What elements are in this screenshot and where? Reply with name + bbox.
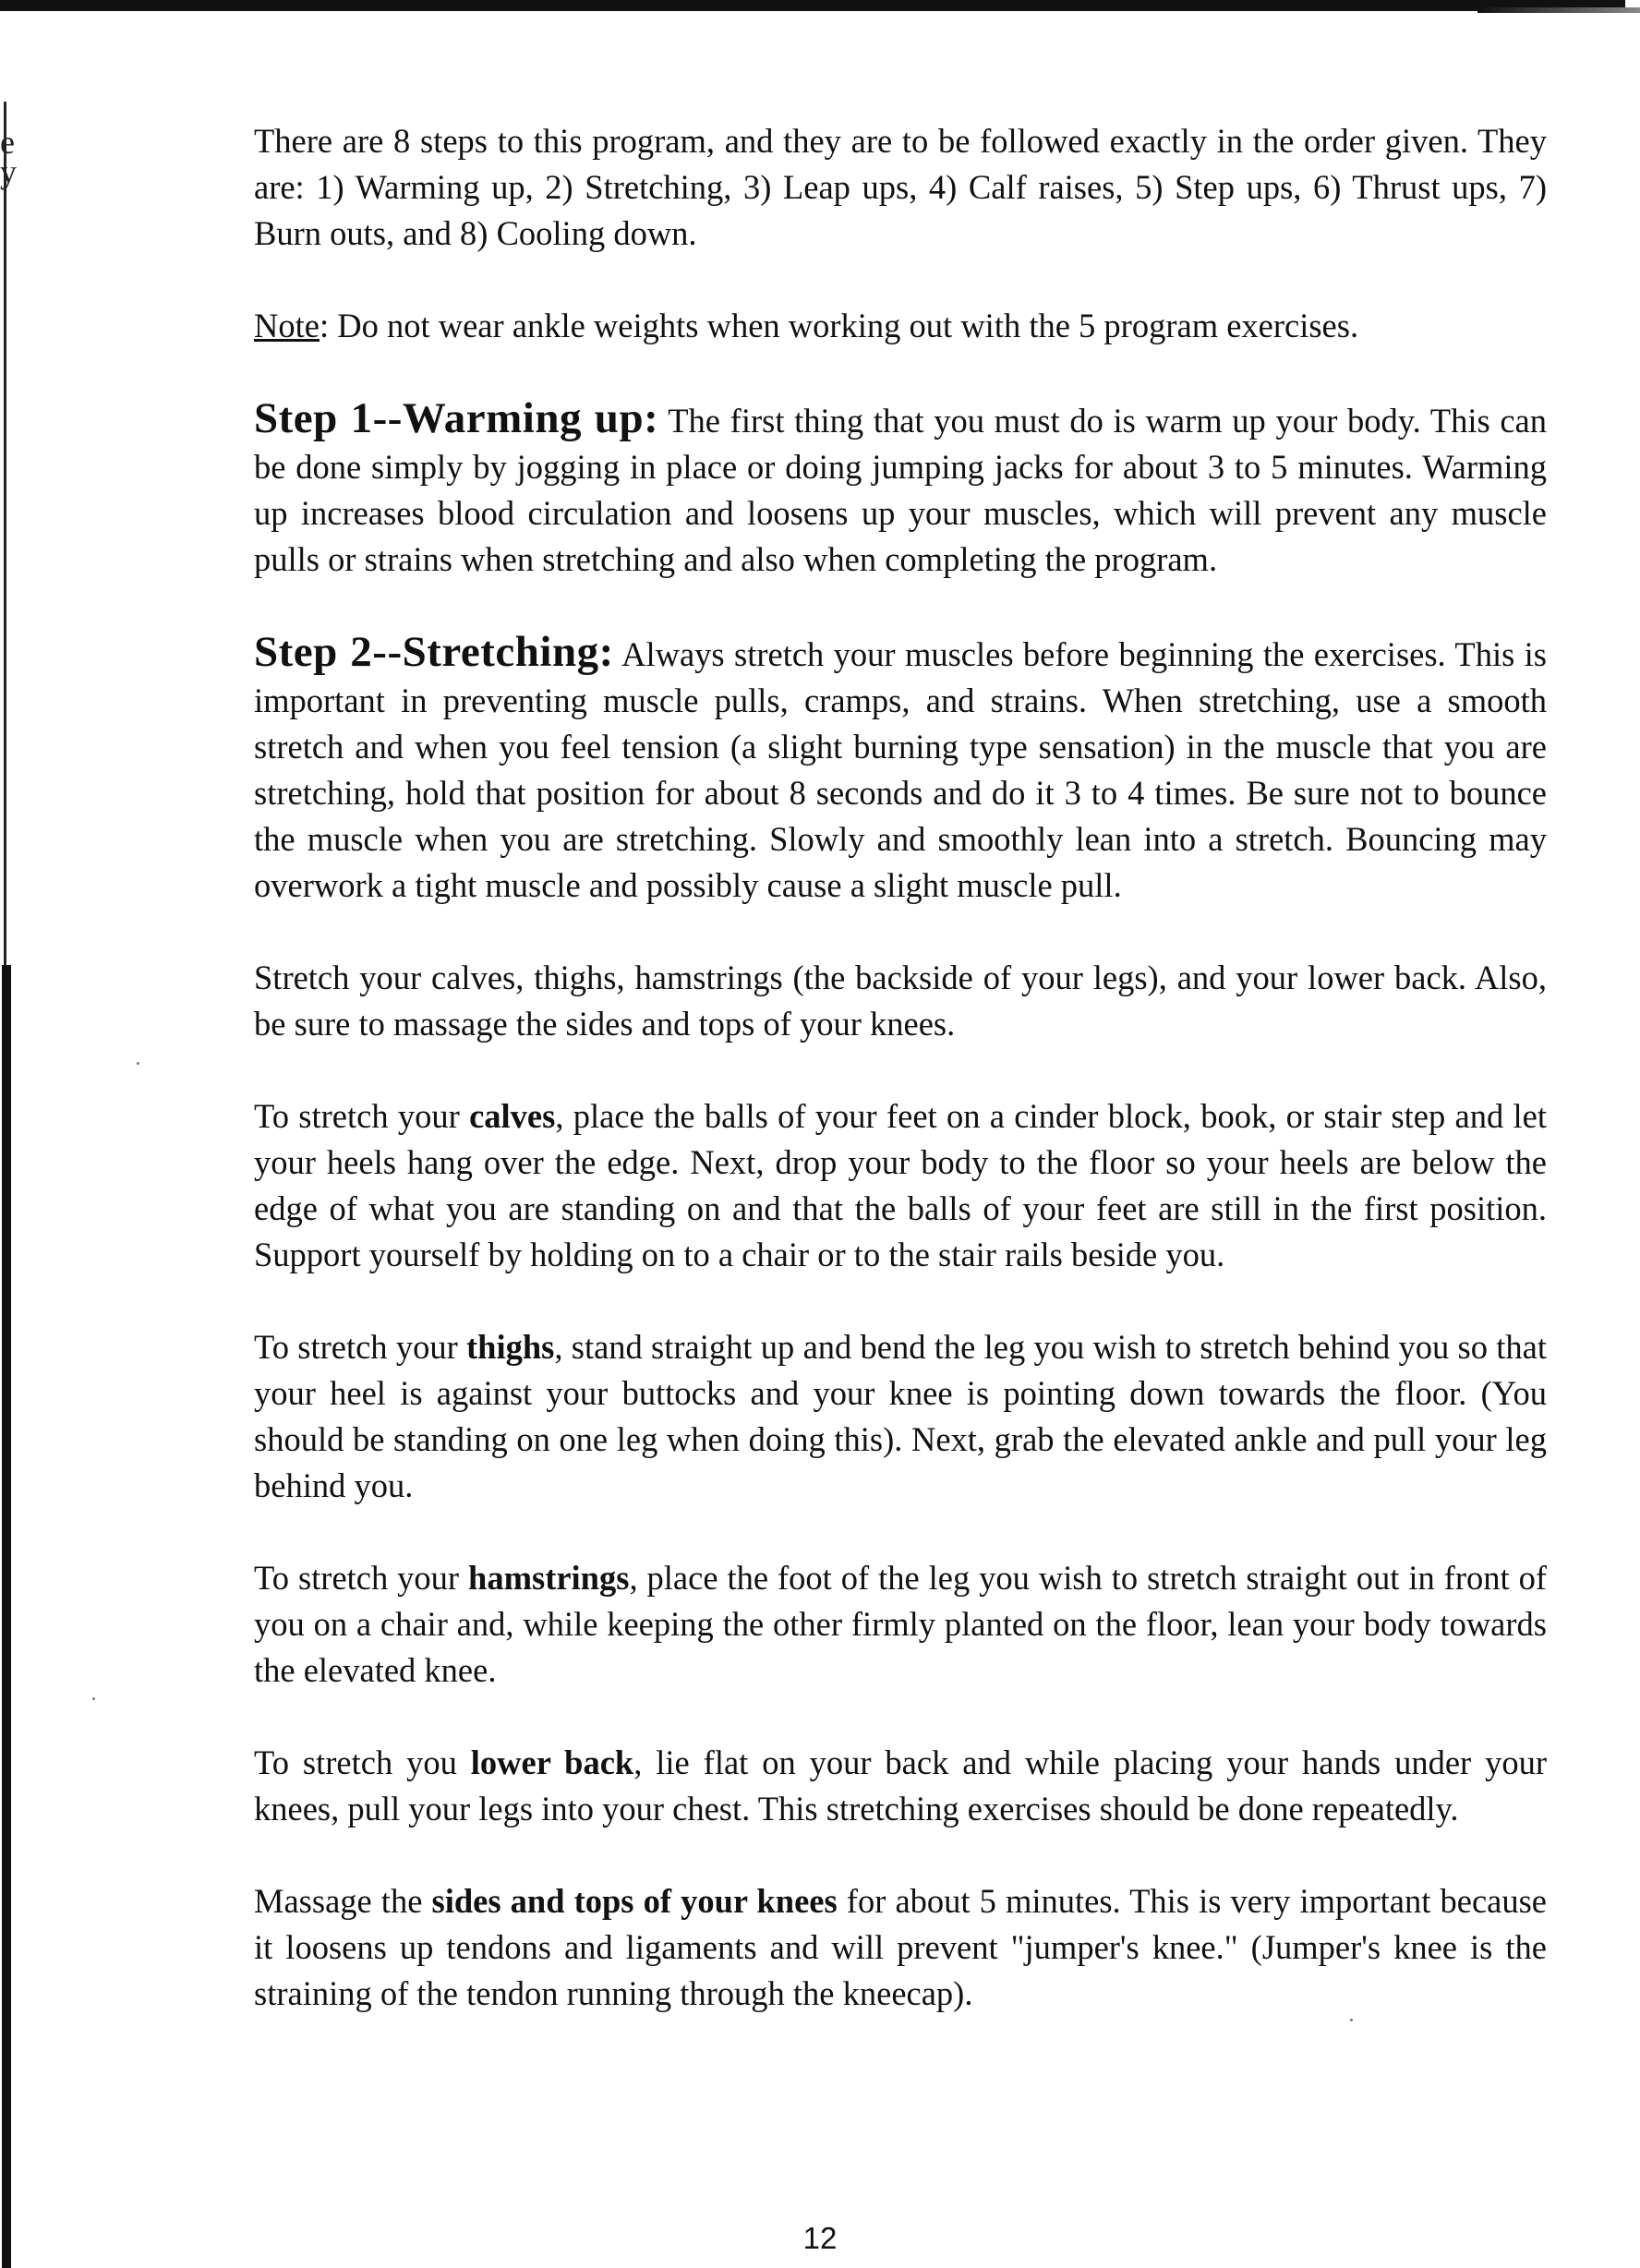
scan-speck (92, 1697, 95, 1700)
lower-back-before: To stretch you (254, 1743, 471, 1781)
lower-back-paragraph (254, 1740, 1547, 1832)
thighs-term: thighs (466, 1328, 555, 1366)
knees-term: sides and tops of your knees (431, 1882, 838, 1920)
scan-speck (137, 1062, 139, 1065)
step1-heading: Step 1--Warming up: (254, 394, 659, 442)
step2-heading: Step 2--Stretching: (254, 628, 614, 676)
knees-after: for about 5 minutes. This is very important because it loosens up tendons and ligaments and will prevent "jumper's knee." (Jumper's knee is the straining of the tendon running through the kneecap). (254, 1882, 1547, 2012)
edge-shadow (2, 965, 11, 2268)
knees-before: Massage the (254, 1882, 432, 1920)
calves-paragraph (254, 1093, 1547, 1278)
note-text: : Do not wear ankle weights when working out with the 5 program exercises. (319, 307, 1359, 344)
page-number: 12 (802, 2221, 838, 2255)
hamstrings-paragraph (254, 1555, 1547, 1694)
hamstrings-term: hamstrings (468, 1559, 630, 1597)
thighs-paragraph (254, 1324, 1547, 1509)
hamstrings-after: , place the foot of the leg you wish to stretch straight out in front of you on a chair and, while keeping the other firmly planted on the floor, lean your body towards the elevated knee. (254, 1559, 1547, 1689)
note-label: Note (254, 307, 320, 344)
stretch-intro-paragraph: Stretch your calves, thighs, hamstrings (the backside of your legs), and your lower back. Also, be sure to massage the sides and tops of your knees. (254, 959, 1547, 1043)
lower-back-term: lower back (470, 1743, 634, 1781)
scan-speck (1350, 2019, 1353, 2021)
scan-top-border-tail (1477, 7, 1640, 13)
note-paragraph (254, 303, 1547, 349)
step1-text: The first thing that you must do is warm up your body. This can be done simply by jogging in place or doing jumping jacks for about 3 to 5 minutes. Warming up increases blood circulation and loosens up your muscles, which will prevent any muscle pulls or strains when stretching and also when completing the program. (254, 402, 1548, 578)
calves-after: , place the balls of your feet on a cinder block, book, or stair step and let your heels hang over the edge. Next, drop your body to the floor so your heels are below the edge of what you are standing on and that the balls of your feet are still in the first position. Support yourself by holding on to a chair or to the stair rails beside you. (254, 1097, 1547, 1273)
calves-before: To stretch your (254, 1097, 470, 1135)
step1-paragraph (254, 395, 1547, 583)
thighs-after: , stand straight up and bend the leg you wish to stretch behind you so that your heel is against your buttocks and your knee is pointing down towards the floor. (You should be standing on one leg when doing this). Next, grab the elevated ankle and pull your leg behind you. (254, 1328, 1547, 1504)
calves-term: calves (469, 1097, 556, 1135)
margin-fragment-2: y (0, 153, 17, 190)
lower-back-after: , lie flat on your back and while placing your hands under your knees, pull your legs into your chest. This stretching exercises should be done repeatedly. (254, 1743, 1547, 1828)
hamstrings-before: To stretch your (254, 1559, 469, 1597)
intro-paragraph: There are 8 steps to this program, and they are to be followed exactly in the order given. They are: 1) Warming up, 2) Stretching, 3) Leap ups, 4) Calf raises, 5) Step ups, 6) Thrust ups, 7) Burn outs, and 8) Cooling down. (254, 122, 1547, 252)
margin-fragment-1: e (0, 124, 15, 161)
step2-paragraph (254, 629, 1547, 909)
scan-left-edge (0, 102, 17, 2268)
knees-paragraph (254, 1878, 1547, 2017)
thighs-before: To stretch your (254, 1328, 466, 1366)
page-body (254, 118, 1547, 2063)
step2-text: Always stretch your muscles before beginning the exercises. This is important in preventing muscle pulls, cramps, and strains. When stretching, use a smooth stretch and when you feel tension (a slight burning type sensation) in the muscle that you are stretching, hold that position for about 8 seconds and do it 3 to 4 times. Be sure not to bounce the muscle when you are stretching. Slowly and smoothly lean into a stretch. Bouncing may overwork a tight muscle and possibly cause a slight muscle pull. (254, 635, 1548, 904)
scan-top-border (0, 0, 1625, 11)
